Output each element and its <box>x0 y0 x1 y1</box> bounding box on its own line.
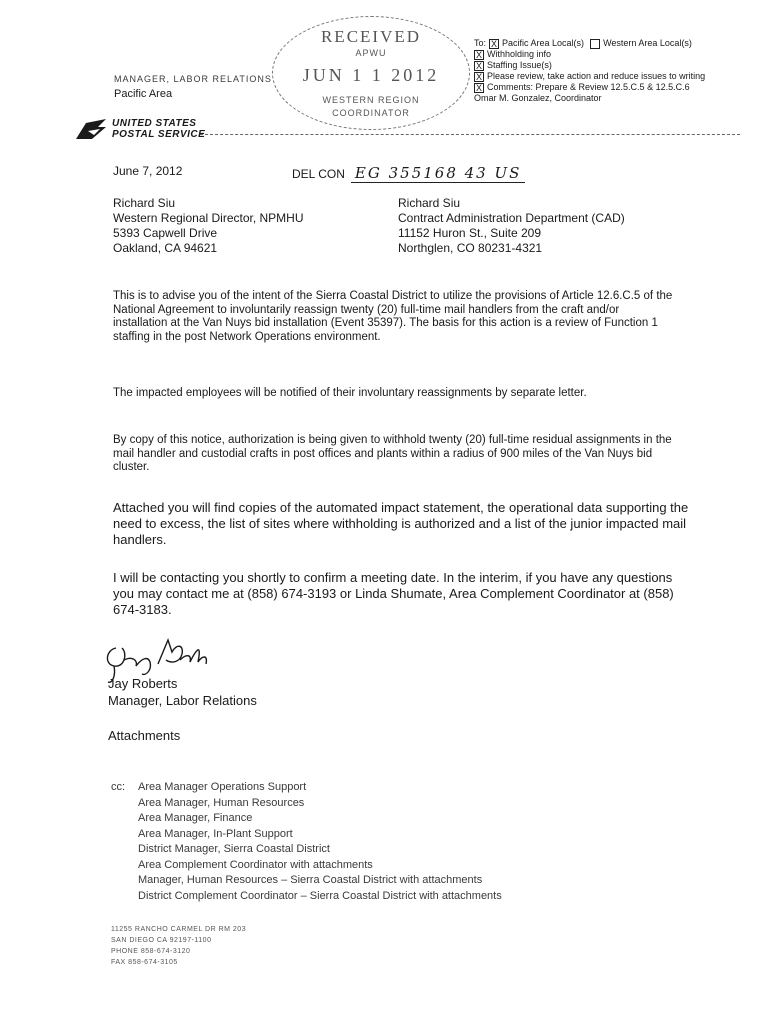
paragraph-contact: I will be contacting you shortly to confirm a meeting date. In the interim, if you have any questions you may contact me at (858) 674-3193 or Linda Shumate, Area Complement Coordinator at (858) 674-3183. <box>113 570 674 617</box>
routing-item-withholding: Withholding info <box>487 49 552 59</box>
del-con-label: DEL CON <box>292 167 345 181</box>
routing-to-label: To: <box>474 38 487 48</box>
recipient-right-city: Northglen, CO 80231-4321 <box>398 241 543 255</box>
routing-checklist <box>474 38 705 104</box>
cc-item: Area Manager, Human Resources <box>138 796 305 809</box>
recipient-right-name: Richard Siu <box>398 196 461 210</box>
stamp-line1: WESTERN REGION <box>322 95 420 105</box>
stamp-received: RECEIVED <box>320 27 422 46</box>
footer-address <box>111 924 246 968</box>
checkbox-comments: X <box>475 82 482 93</box>
recipient-right <box>398 196 625 256</box>
recipient-left-street: 5393 Capwell Drive <box>113 226 218 240</box>
routing-signer: Omar M. Gonzalez, Coordinator <box>474 93 602 103</box>
checkbox-withholding: X <box>475 49 482 60</box>
logo-line2: POSTAL SERVICE <box>112 129 206 140</box>
stamp-date: JUN 1 1 2012 <box>302 65 440 85</box>
routing-item-review: Please review, take action and reduce issues to writing <box>487 71 706 81</box>
cc-item: District Manager, Sierra Coastal District <box>138 843 330 855</box>
recipient-right-street: 11152 Huron St., Suite 209 <box>398 226 541 240</box>
del-con-number: EG 355168 43 US <box>351 164 526 183</box>
attachments-label: Attachments <box>108 728 181 743</box>
cc-item: District Complement Coordinator – Sierra Coastal District with attachments <box>138 889 502 902</box>
letter-date: June 7, 2012 <box>113 164 183 178</box>
header-rule <box>200 134 740 135</box>
footer-fax: FAX 858-674-3105 <box>111 959 178 966</box>
footer-street: 11255 RANCHO CARMEL DR RM 203 <box>111 926 247 933</box>
recipient-left-city: Oakland, CA 94621 <box>113 241 218 255</box>
department-label: MANAGER, LABOR RELATIONS <box>114 74 272 84</box>
signer-name: Jay Roberts <box>108 676 178 691</box>
paragraph-attached: Attached you will find copies of the automated impact statement, the operational data supporting the need to excess, the list of sites where withholding is authorized and a list of the junior impacted mail handlers. <box>113 500 689 547</box>
logo-line1: UNITED STATES <box>112 118 197 129</box>
checkbox-western <box>590 39 600 49</box>
cc-item: Area Complement Coordinator with attachments <box>138 858 373 871</box>
cc-item: Area Manager Operations Support <box>138 781 307 793</box>
checkbox-review: X <box>475 71 482 82</box>
footer-phone: PHONE 858-674-3120 <box>111 948 191 955</box>
signer-title: Manager, Labor Relations <box>108 693 257 708</box>
routing-item-pacific: Pacific Area Local(s) <box>502 38 585 48</box>
received-stamp <box>272 16 470 130</box>
paragraph-notification: The impacted employees will be notified of their involuntary reassignments by separate letter. <box>113 387 587 399</box>
cc-item: Area Manager, Finance <box>138 812 253 824</box>
usps-logo <box>76 118 205 140</box>
cc-label: cc: <box>111 781 126 793</box>
recipient-right-dept: Contract Administration Department (CAD) <box>398 211 625 225</box>
paragraph-intent: This is to advise you of the intent of the Sierra Coastal District to utilize the provisions of Article 12.6.C.5 of the National Agreement to involuntarily reassign twenty (20) full-time mail handlers from the craft and/or installation at the Van Nuys bid installation (Event 35397). The basis for this action is a review of Function 1 staffing in the post Network Operations environment. <box>113 290 673 343</box>
area-label: Pacific Area <box>114 88 173 100</box>
recipient-left-name: Richard Siu <box>113 196 176 210</box>
recipient-left <box>113 196 304 256</box>
routing-item-staffing: Staffing Issue(s) <box>487 60 552 70</box>
routing-item-western: Western Area Local(s) <box>603 38 692 48</box>
footer-city: SAN DIEGO CA 92197-1100 <box>111 937 212 944</box>
paragraph-withhold: By copy of this notice, authorization is being given to withhold twenty (20) full-time residual assignments in the mail handler and custodial crafts in post offices and plants within a radius of 900 miles of the Van Nuys bid cluster. <box>113 434 672 473</box>
checkbox-pacific: X <box>491 38 498 49</box>
checkbox-staffing: X <box>475 60 482 71</box>
routing-item-comments: Comments: Prepare & Review 12.5.C.5 & 12.5.C.6 <box>487 82 690 92</box>
eagle-icon <box>76 119 106 139</box>
stamp-union: APWU <box>355 48 387 58</box>
recipient-left-title: Western Regional Director, NPMHU <box>113 211 304 225</box>
del-con <box>292 164 525 183</box>
cc-item: Area Manager, In-Plant Support <box>138 827 293 840</box>
stamp-line2: COORDINATOR <box>332 108 410 118</box>
cc-item: Manager, Human Resources – Sierra Coastal District with attachments <box>138 874 483 886</box>
cc-list <box>111 780 631 910</box>
